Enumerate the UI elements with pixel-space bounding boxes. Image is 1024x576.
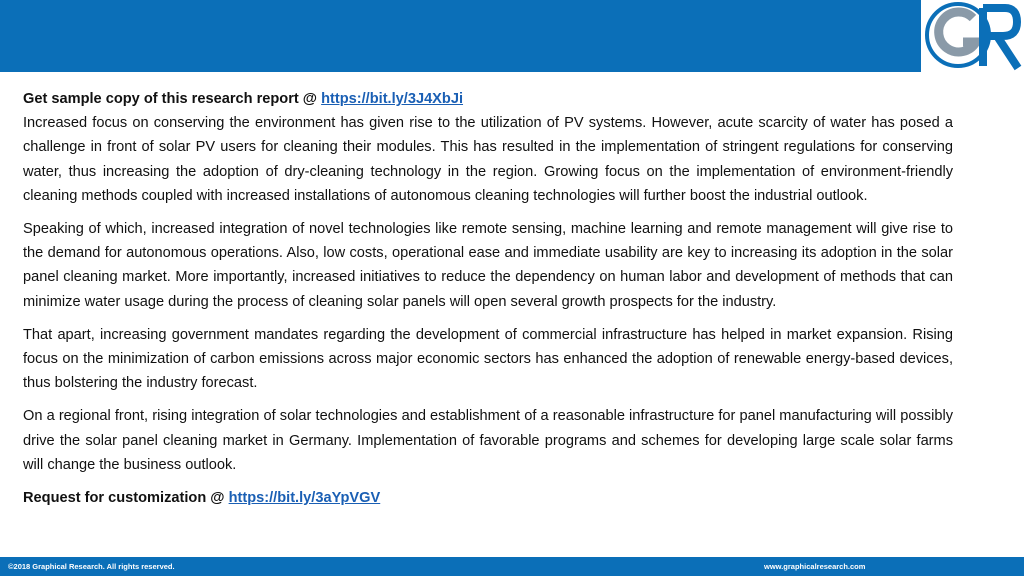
footer-bar <box>0 557 1024 576</box>
copyright-text: ©2018 Graphical Research. All rights reserved. <box>8 562 175 571</box>
report-body <box>23 87 953 510</box>
customization-request-label: Request for customization @ <box>23 490 229 507</box>
graphical-research-logo-icon <box>921 0 1024 74</box>
header-band <box>0 0 1024 72</box>
paragraph-3: That apart, increasing government mandates regarding the development of commercial infrastructure has helped in market expansion. Rising focus on the minimization of carbon emissions across major economic sectors has enhanced the adoption of renewable energy-based devices, thus bolstering the industry forecast. <box>23 326 953 392</box>
paragraph-4: On a regional front, rising integration of solar technologies and establishment of a reasonable infrastructure for panel manufacturing will possibly drive the solar panel cleaning market in Germany. Implementation of favorable programs and schemes for developing large scale solar farms will change the business outlook. <box>23 408 953 473</box>
paragraph-2: Speaking of which, increased integration of novel technologies like remote sensing, machine learning and remote management will give rise to the demand for autonomous operations. Also, low costs, operational ease and immediate usability are key to increasing its adoption in the solar panel cleaning market. More importantly, increased initiatives to reduce the dependency on human labor and development of methods that can minimize water usage during the process of cleaning solar panels will open several growth prospects for the industry. <box>23 221 953 310</box>
customization-link[interactable]: https://bit.ly/3aYpVGV <box>228 490 381 507</box>
paragraph-1: Increased focus on conserving the environment has given rise to the utilization of PV systems. However, acute scarcity of water has posed a challenge in front of solar PV users for cleaning their modules. This has resulted in the implementation of stringent regulations for conserving water, thus increasing the adoption of dry-cleaning technology in the region. Growing focus on the implementation of environment-friendly cleaning methods coupled with increased installations of autonomous cleaning technologies will further boost the industrial outlook. <box>23 115 953 204</box>
customization-request-line <box>23 486 953 510</box>
sample-request-line <box>23 87 953 111</box>
website-text: www.graphicalresearch.com <box>764 562 866 571</box>
sample-report-link[interactable]: https://bit.ly/3J4XbJi <box>321 91 464 107</box>
sample-request-label: Get sample copy of this research report @ <box>23 91 322 107</box>
